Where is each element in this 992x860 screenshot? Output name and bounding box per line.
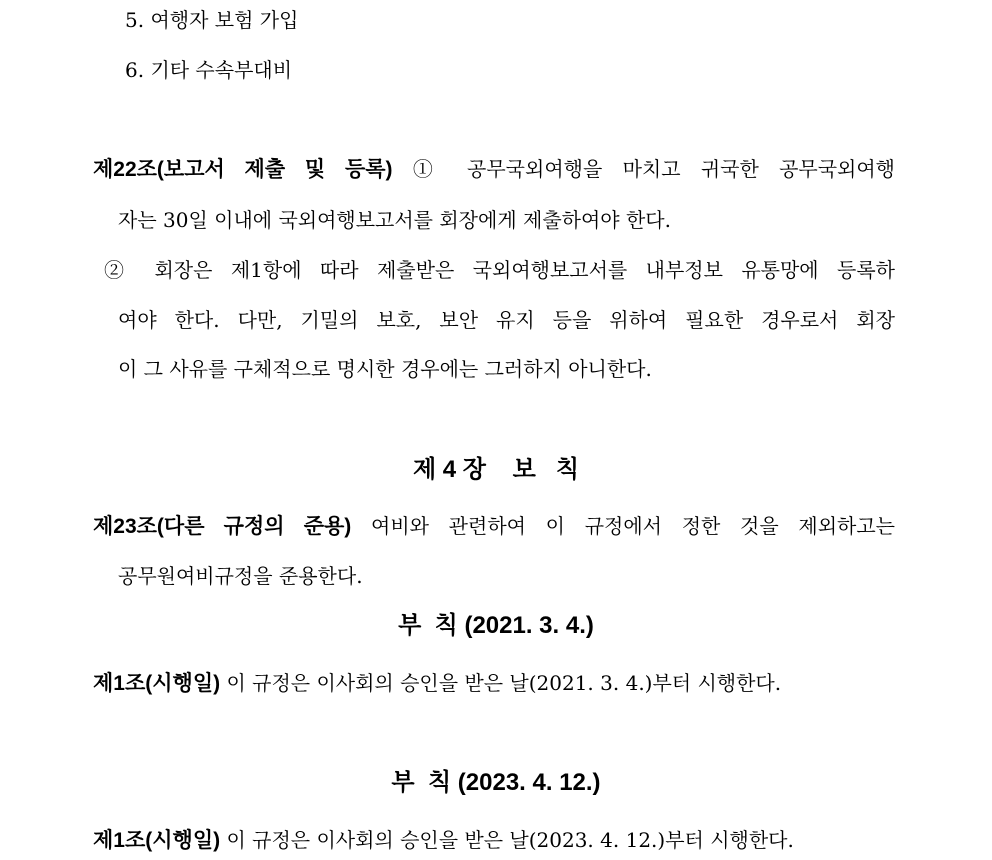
addendum-2023-article-title: 제1조(시행일)	[93, 829, 221, 852]
addendum-2021-article-title: 제1조(시행일)	[93, 672, 221, 695]
addendum-2021-heading: 부 칙 (2021. 3. 4.)	[398, 612, 594, 639]
addendum-2023-article-text: 이 규정은 이사회의 승인을 받은 날(2023. 4. 12.)부터 시행한다.	[226, 828, 794, 852]
article-23-first-line	[93, 513, 895, 539]
article-23-line1: 여비와 관련하여 이 규정에서 정한 것을 제외하고는	[371, 514, 895, 538]
addendum-2023-heading: 부 칙 (2023. 4. 12.)	[391, 769, 601, 796]
article-22-title: 제22조(보고서 제출 및 등록)	[93, 158, 393, 181]
list-item-6: 6. 기타 수속부대비	[125, 58, 293, 82]
article-22-para1-line2: 자는 30일 이내에 국외여행보고서를 회장에게 제출하여야 한다.	[118, 208, 671, 232]
article-23-title: 제23조(다른 규정의 준용)	[93, 515, 352, 538]
article-22-para2-line2: 여야 한다. 다만, 기밀의 보호, 보안 유지 등을 위하여 필요한 경우로서 회장	[118, 308, 895, 332]
chapter-4-heading: 제 4 장 보 칙	[412, 456, 580, 483]
article-22-para1-line1: ① 공무국외여행을 마치고 귀국한 공무국외여행	[412, 157, 895, 181]
article-22-para2-line3: 이 그 사유를 구체적으로 명시한 경우에는 그러하지 아니한다.	[118, 357, 652, 381]
addendum-2021-article	[93, 670, 781, 696]
addendum-2021-article-text: 이 규정은 이사회의 승인을 받은 날(2021. 3. 4.)부터 시행한다.	[226, 671, 782, 695]
list-item-5: 5. 여행자 보험 가입	[125, 8, 299, 32]
addendum-2023-article	[93, 827, 794, 853]
article-22-para2-line1: ② 회장은 제1항에 따라 제출받은 국외여행보고서를 내부정보 유통망에 등록하	[104, 258, 895, 282]
article-23-line2: 공무원여비규정을 준용한다.	[118, 564, 363, 588]
article-22-first-line	[93, 156, 895, 182]
